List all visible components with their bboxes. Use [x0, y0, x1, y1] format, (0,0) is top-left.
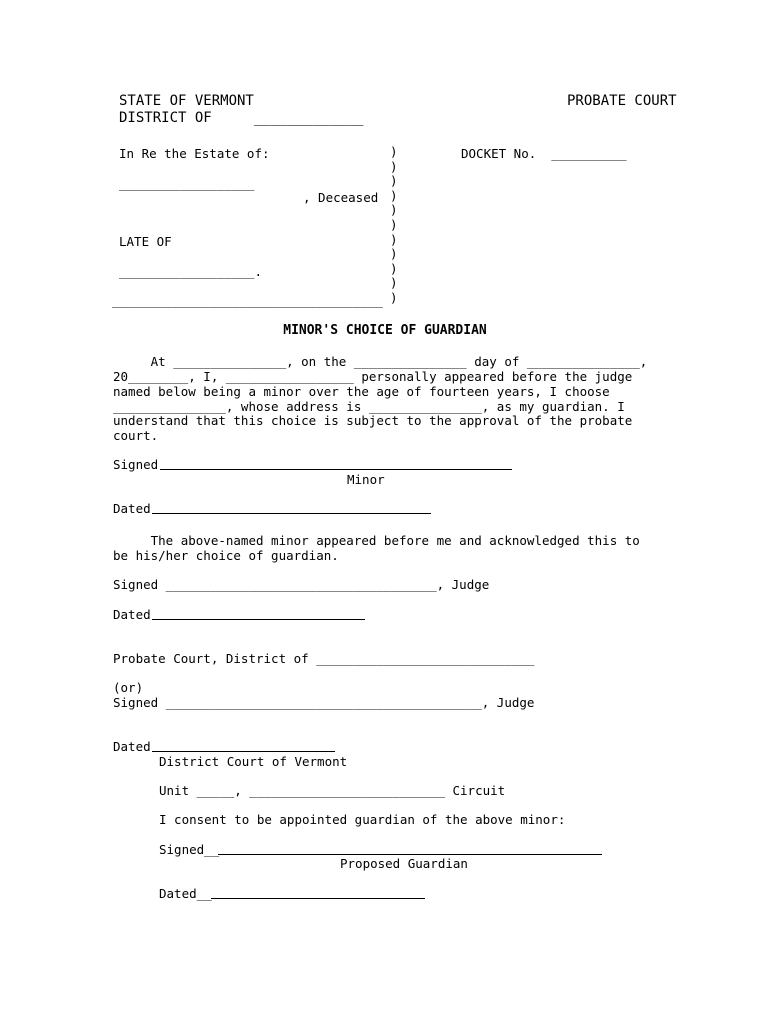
unit-circuit-line: Unit _____, __________________________ Circuit — [159, 783, 506, 798]
body-line-2: 20________, I, _________________ personally appeared before the judge — [113, 369, 633, 384]
guardian-dated-label: Dated__ — [159, 886, 212, 901]
consent-statement: I consent to be appointed guardian of the above minor: — [159, 812, 566, 827]
minor-signature-line[interactable] — [160, 469, 512, 470]
minor-signed-label: Signed — [113, 457, 159, 472]
guardian-date-line[interactable] — [211, 898, 425, 899]
body-line-6: court. — [113, 428, 159, 443]
judge-signed-line: Signed ____________________________________, Judge — [113, 577, 490, 592]
minor-dated-label: Dated — [113, 501, 151, 516]
body-line-5: understand that this choice is subject to the approval of the probate — [113, 413, 633, 428]
body-line-3: named below being a minor over the age of fourteen years, I choose — [113, 384, 610, 399]
estate-name-line: __________________ — [119, 176, 255, 191]
caption-parentheses: ) ) ) ) ) ) ) ) ) ) ) — [390, 144, 398, 305]
deceased-label: , Deceased — [303, 190, 379, 205]
docket-field: DOCKET No. __________ — [461, 146, 627, 161]
caption-bottom-line: ____________________________________ — [112, 293, 383, 308]
guardian-signed-label: Signed__ — [159, 842, 220, 857]
late-of-label: LATE OF — [119, 234, 172, 249]
late-of-line: __________________. — [119, 264, 262, 279]
in-re-label: In Re the Estate of: — [119, 146, 270, 161]
district-heading: DISTRICT OF _____________ — [119, 110, 364, 126]
form-title: MINOR'S CHOICE OF GUARDIAN — [283, 323, 487, 338]
judge-dated-label: Dated — [113, 607, 151, 622]
body-line-1: At _______________, on the _______________ day of _______________, — [113, 354, 648, 369]
alt-dated-label: Dated — [113, 739, 151, 754]
judge-date-line[interactable] — [152, 619, 365, 620]
or-label: (or) — [113, 680, 144, 695]
minor-date-line[interactable] — [152, 513, 431, 514]
court-heading: PROBATE COURT — [567, 93, 677, 109]
body-line-4: _______________, whose address is _______________, as my guardian. I — [113, 399, 625, 414]
state-heading: STATE OF VERMONT — [119, 93, 254, 109]
ack-line-2: be his/her choice of guardian. — [113, 548, 339, 563]
district-court-title: District Court of Vermont — [159, 754, 348, 769]
alt-date-line[interactable] — [152, 751, 335, 752]
proposed-guardian-caption: Proposed Guardian — [340, 856, 468, 871]
ack-line-1: The above-named minor appeared before me and acknowledged this to — [113, 533, 640, 548]
alt-judge-signed-line: Signed __________________________________________, Judge — [113, 695, 535, 710]
guardian-signature-line[interactable] — [218, 854, 602, 855]
minor-caption: Minor — [347, 472, 385, 487]
probate-district-line: Probate Court, District of _____________________________ — [113, 651, 535, 666]
